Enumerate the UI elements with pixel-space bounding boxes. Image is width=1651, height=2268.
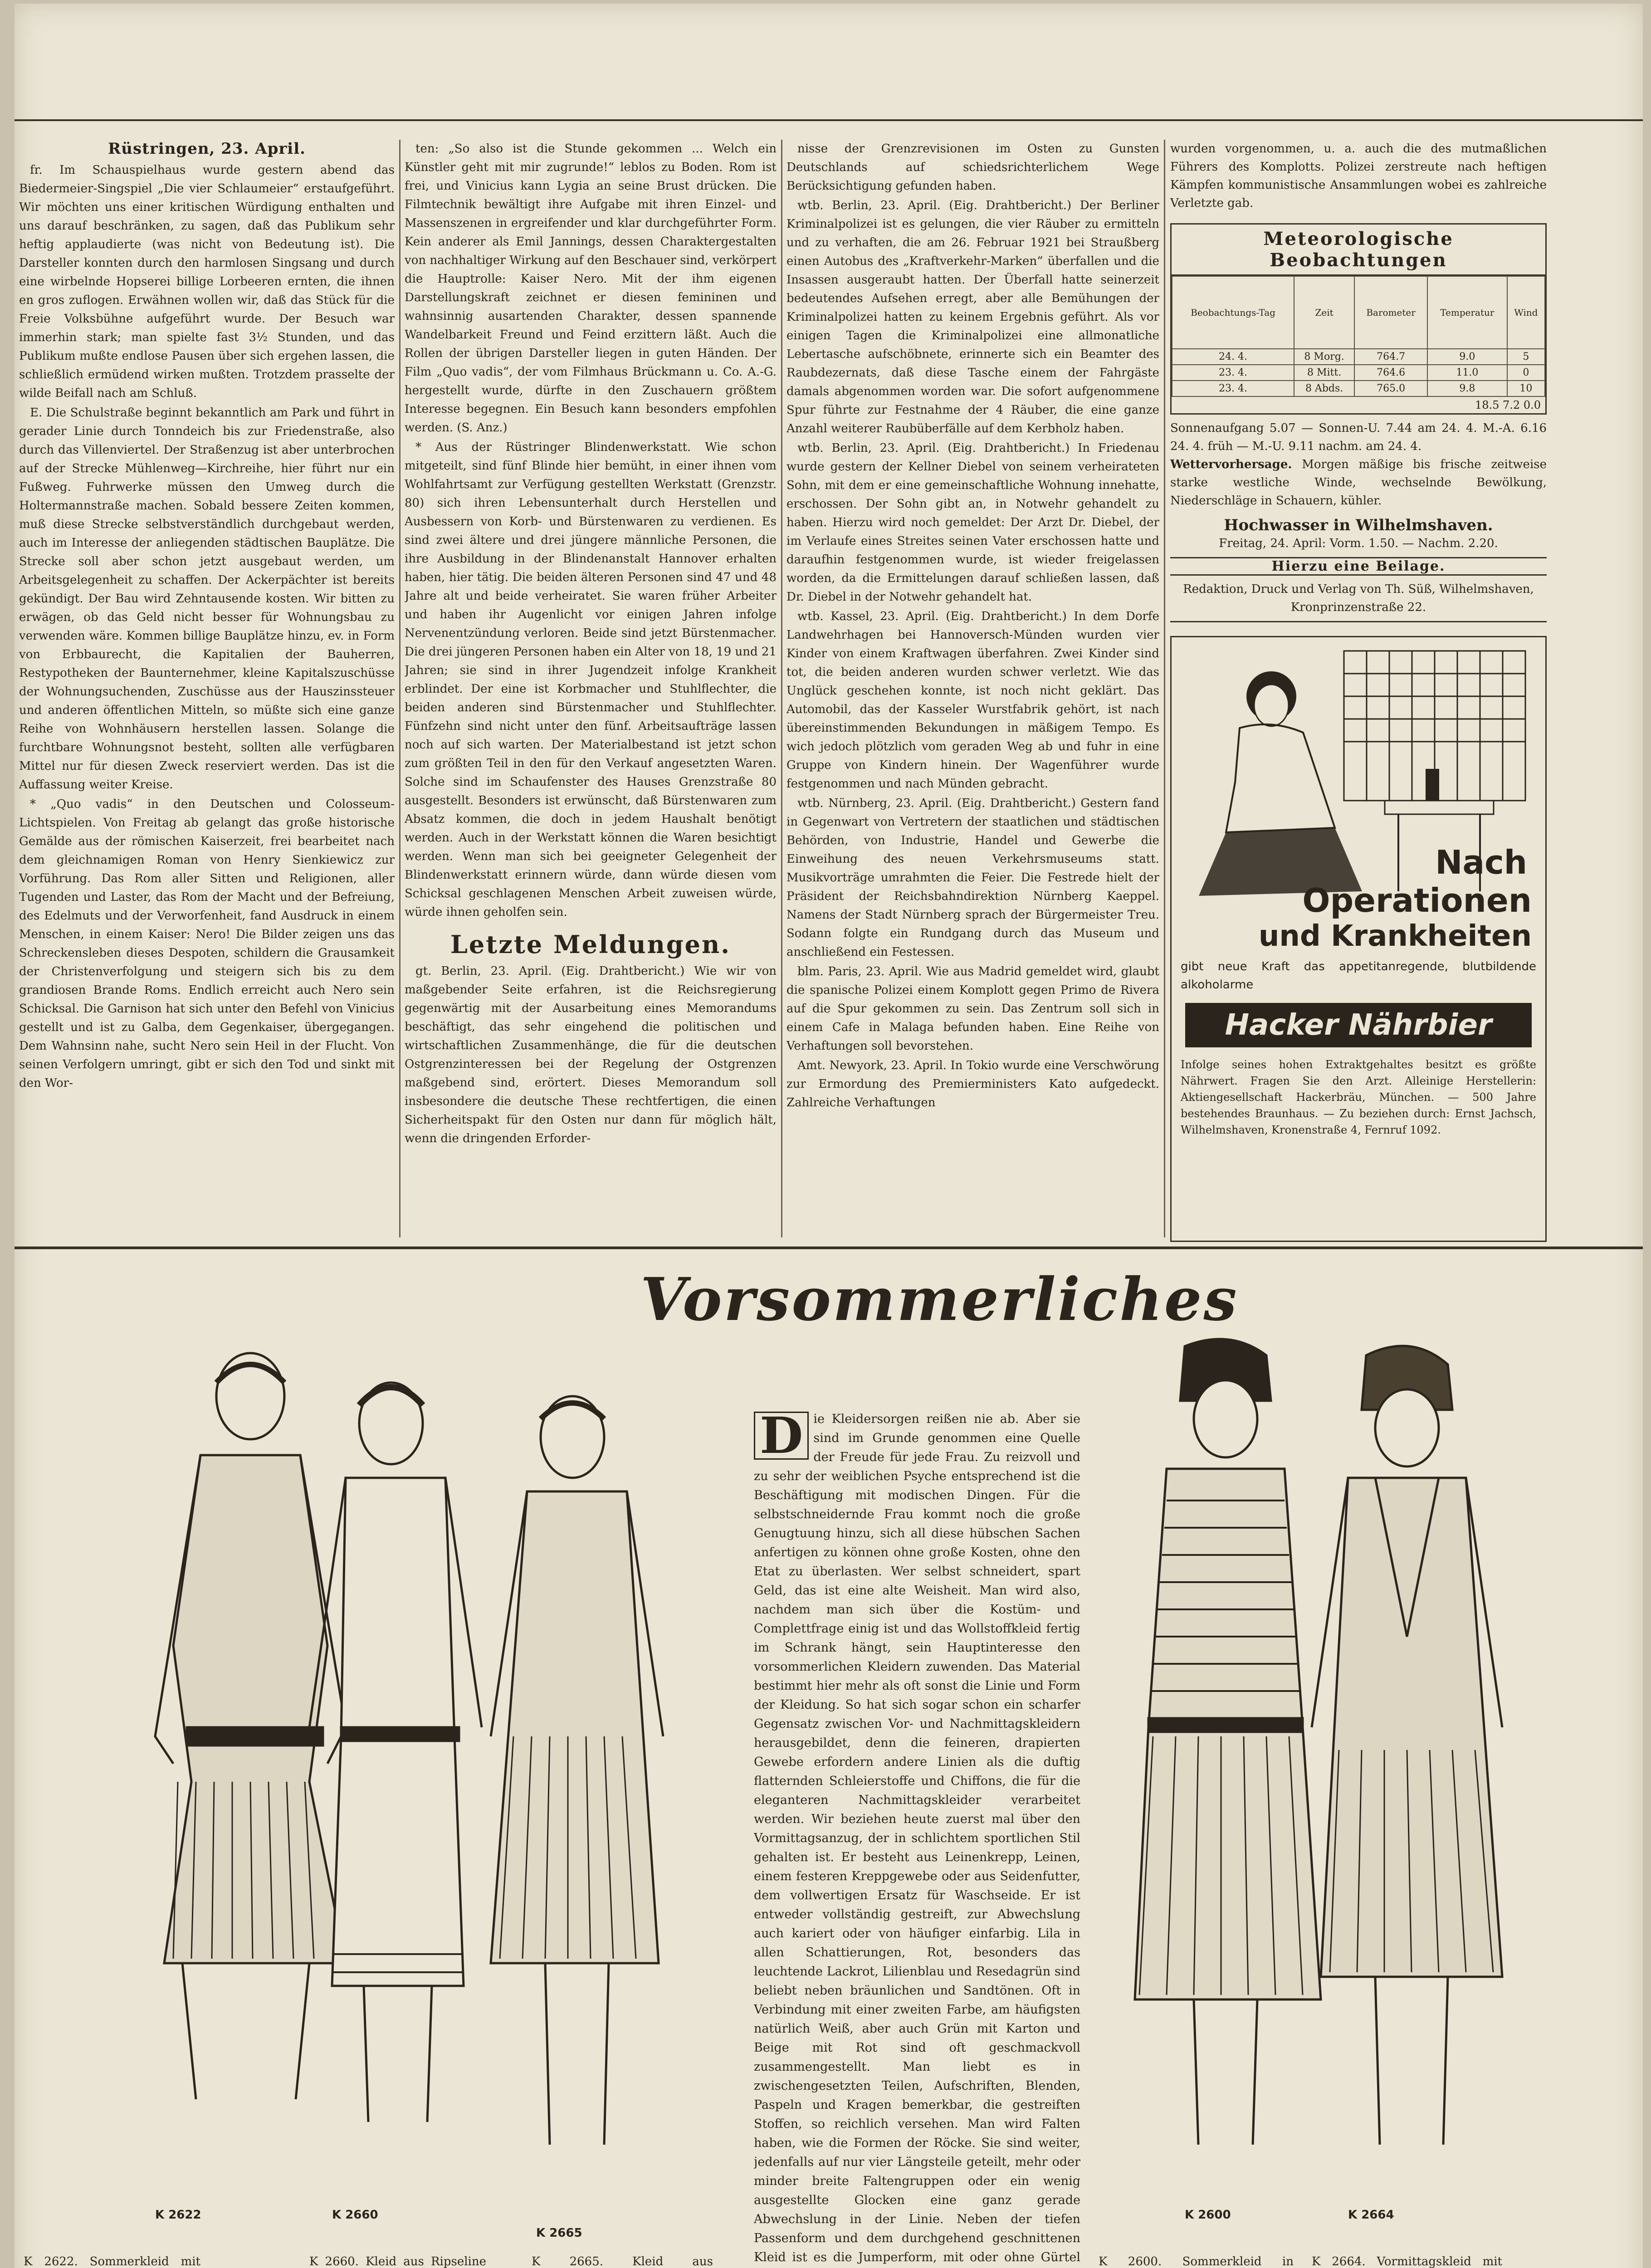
caption-k2665: K 2665. Kleid aus	[532, 2255, 713, 2268]
news-item: wtb. Nürnberg, 23. April. (Eig. Drahtbericht.) Gestern fand in Gegenwart von Vertretern der staatlichen und städtischen Behörden, von Industrie, Handel und Gewerbe die Einweihung des neuen Verkehrsmuseums statt. Musikvorträge umrahmten die Feier. Die Festrede hielt der Präsident der Reichsbahndirektion Nürnberg Kaeppel. Namens der Stadt Nürnberg sprach der Bürgermeister Treu. Sodann folgte ein Rundgang durch das Museum und anschließend ein Festessen.	[786, 797, 1159, 959]
weather-header: Temperatur	[1427, 276, 1507, 349]
model-label: K 2665	[536, 2226, 582, 2240]
cell: 23. 4.	[1172, 381, 1294, 396]
cell: 11.0	[1427, 365, 1507, 381]
model-label: K 2664	[1348, 2208, 1394, 2222]
model-label: K 2600	[1185, 2208, 1231, 2222]
ad-line-nach: Nach	[1435, 843, 1527, 881]
cell: 23. 4.	[1172, 365, 1294, 381]
weather-table	[1172, 276, 1545, 397]
ad-line-krankheiten: und Krankheiten	[1258, 919, 1532, 953]
caption-k2600: K 2600. Sommerkleid in	[1099, 2255, 1294, 2268]
ad-line-operationen: Operationen	[1302, 881, 1532, 919]
tide-title: Hochwasser in Wilhelmshaven.	[1224, 516, 1493, 534]
cell: 9.0	[1427, 349, 1507, 365]
news-item: blm. Paris, 23. April. Wie aus Madrid gemeldet wird, glaubt die spanische Polizei einem Komplott gegen Primo de Rivera auf die Spur gekommen zu sein. Das Zentrum soll sich in einem Cafe in Malaga befunden haben. Eine Reihe von Verhaftungen soll bevorstehen.	[786, 965, 1159, 1053]
cell: 8 Mitt.	[1294, 365, 1354, 381]
weather-extra: 18.5 7.2 0.0	[1475, 399, 1541, 411]
caption-k2660: K 2660. Kleid aus Ripseline	[309, 2255, 486, 2268]
section-rule	[15, 1246, 1643, 1249]
news-item: wtb. Kassel, 23. April. (Eig. Drahtbericht.) In dem Dorfe Landwehrhagen bei Hannoversch-Münden wurden vier Kinder von einem Kraftwagen überfahren. Zwei Kinder sind tot, die beiden anderen wurden schwer verletzt. Wie das Unglück geschehen konnte, ist noch nicht geklärt. Das Automobil, das der Kasseler Wurstfabrik gehört, ist nach übereinstimmenden Bekundungen in mäßigem Tempo. Es wich jedoch plötzlich vom geraden Weg ab und fuhr in eine Gruppe von Kindern hinein. Der Wagenführer wurde festgenommen und nach Münden gebracht.	[786, 610, 1159, 791]
caption-k2664: K 2664. Vormittagskleid mit	[1312, 2255, 1502, 2268]
cell: 24. 4.	[1172, 349, 1294, 365]
cell: 5	[1507, 349, 1545, 365]
article-quo-vadis: * „Quo vadis“ in den Deutschen und Colosseum-Lichtspielen. Von Freitag ab gelangt das große historische Gemälde aus der römischen Kaiserzeit, frei bearbeitet nach dem gleichnamigen Roman von Henry Sienkiewicz zur Vorführung. Das Rom aller Sitten und Religionen, aller Tugenden und Laster, das Rom der Macht und der Befreiung, des Edelmuts und der Verworfenheit, fand Ausdruck in einem Menschen, in einem Kaiser: Nero! Die Bilder zeigen uns das Schreckensleben dieses Despoten, schildern die Grausamkeit der Christenverfolgung und steigern sich bis zu dem grandiosen Brande Roms. Endlich erreicht auch Nero sein Schicksal. Die Garnison hat sich unter den Befehl von Vinicius gestellt und ist zu Galba, dem Gegenkaiser, übergegangen. Dem Wahnsinn nahe, sucht Nero sein Heil in der Flucht. Von seinen Verfolgern umringt, gibt er sich den Tod und sinkt mit den Wor-	[19, 797, 395, 1090]
weather-row	[1172, 381, 1545, 396]
cell: 764.7	[1354, 349, 1427, 365]
news-item: wtb. Berlin, 23. April. (Eig. Drahtbericht.) Der Berliner Kriminalpolizei ist es gelungen, die vier Räuber zu ermitteln und zu verhaften, die am 26. Februar 1921 bei Straußberg einen Autobus des „Kraftverkehr-Marken“ überfallen und die Insassen ausgeraubt hatten. Der Überfall hatte seinerzeit bedeutendes Aufsehen erregt, aber alle Bemühungen der Kriminalpolizei hatten zu keinem Ergebnis geführt. Als vor einigen Tagen die Kriminalpolizei eine allmonatliche Lebertasche aufschöbnete, erinnerte sich ein Beamter des Raubdezernats, daß diese Tasche einem der Fahrgäste damals abgenommen worden war. Die sofort aufgenommene Spur führte zur Festnahme der 4 Räuber, die eine ganze Anzahl weiterer Raubüberfälle auf dem Kerbholz haben.	[786, 199, 1159, 435]
weather-box	[1170, 223, 1547, 415]
top-rule	[15, 119, 1643, 121]
weather-row	[1172, 365, 1545, 381]
weather-header: Barometer	[1354, 276, 1427, 349]
cell: 8 Morg.	[1294, 349, 1354, 365]
latest-news-headline: Letzte Meldungen.	[450, 930, 731, 959]
cell: 765.0	[1354, 381, 1427, 396]
article-quo-vadis-cont: ten: „So also ist die Stunde gekommen ... Welch ein Künstler geht mit mir zugrunde!“ leblos zu Boden. Rom ist frei, und Vinicius kann Lygia an seine Brust drücken. Die Filmtechnik bewältigt ihre Aufgabe mit ihren Einzel- und Massenszenen in ergreifender und klar durchgeführter Form. Kein anderer als Emil Jannings, dessen Charaktergestalten von nachhaltiger Wirkung auf den Beschauer sind, verkörpert die Hauptrolle: Kaiser Nero. Mit der ihm eigenen Darstellungskraft zeichnet er diesen femininen und wahnsinnig ausartenden Charakter, dessen spannende Wandelbarkeit Freund und Feind erzittern läßt. Auch die Rollen der übrigen Darsteller liegen in guten Händen. Der Film „Quo vadis“, der vom Filmhaus Brückmann u. Co. A.-G. hergestellt wurde, dürfte in den Zuschauern größtem Interesse begegnen. Ein Besuch kann besonders empfohlen werden. (S. Anz.)	[405, 142, 777, 435]
cell: 764.6	[1354, 365, 1427, 381]
forecast-text: Morgen mäßige bis frische zeitweise starke westliche Winde, wechselnde Bewölkung, Niederschläge in Schauern, kühler.	[1170, 458, 1547, 508]
tide-times: Freitag, 24. April: Vorm. 1.50. — Nachm. 2.20.	[1219, 537, 1498, 550]
sun-moon: Sonnenaufgang 5.07 — Sonnen-U. 7.44 am 24. 4. M.-A. 6.16 24. 4. früh — M.-U. 9.11 nachm. am 24. 4.	[1170, 421, 1547, 453]
forecast-label: Wettervorhersage.	[1170, 458, 1292, 471]
column-divider	[399, 140, 401, 1237]
column-divider	[781, 140, 782, 1237]
news-berlin-memorandum: gt. Berlin, 23. April. (Eig. Drahtbericht.) Wie wir von maßgebender Seite erfahren, ist die Reichsregierung gegenwärtig mit der Ausarbeitung eines Memorandums beschäftigt, das sehr eingehend die politischen und wirtschaftlichen Zusammenhänge, die für die deutschen Ostgrenzinteressen bei der Regelung der Ostgrenzen maßgebend sind, erörtert. Dieses Memorandum soll insbesondere die deutsche These rechtfertigen, die einen Sicherheitspakt für den Osten nur dann für möglich hält, wenn die dringenden Erforder-	[405, 964, 777, 1145]
supplement-note: Hierzu eine Beilage.	[1170, 557, 1547, 576]
imprint: Redaktion, Druck und Verlag von Th. Süß, Wilhelmshaven, Kronprinzenstraße 22.	[1170, 580, 1547, 622]
model-label: K 2622	[155, 2208, 201, 2222]
fashion-title: Vorsommerliches	[640, 1265, 1239, 1334]
weather-header: Zeit	[1294, 276, 1354, 349]
forecast	[1170, 455, 1547, 510]
column-local-news-cont	[405, 140, 777, 1233]
article-blindenwerkstatt: * Aus der Rüstringer Blindenwerkstatt. Wie schon mitgeteilt, sind fünf Blinde hier bemüht, in einer ihnen vom Wohlfahrtsamt zur Verfügung gestellten Werkstatt (Grenzstr. 80) sich ihren Lebensunterhalt durch Herstellen und Ausbessern von Korb- und Bürstenwaren zu verdienen. Es sind zwei ältere und drei jüngere männliche Personen, die ihre Ausbildung in der Blindenanstalt Hannover erhalten haben, hier tätig. Die beiden älteren Personen sind 47 und 48 Jahre alt und beide verheiratet. Sie waren früher Arbeiter und haben ihr Augenlicht vor einigen Jahren infolge Nervenentzündung verloren. Beide sind jetzt Bürstenmacher. Die drei jüngeren Personen haben ein Alter von 18, 19 und 21 Jahren; sie sind in ihrer Jugendzeit infolge Krankheit erblindet. Der eine ist Korbmacher und Stuhlflechter, die beiden anderen sind Bürstenmacher und Stuhlflechter. Fünfzehn sind nicht unter den fünf. Arbeitsaufträge lassen noch auf sich warten. Der Materialbestand ist jetzt schon zum größten Teil in den für den Verkauf angesetzten Waren. Solche sind im Schaufenster des Hauses Grenzstraße 80 ausgestellt. Besonders ist erwünscht, daß Bürstenwaren zum Absatz kommen, die doch in jedem Haushalt benötigt werden. Auch in der Werkstatt können die Waren besichtigt werden. Wenn man sich bei geeigneter Gelegenheit der Blindenwerkstatt erinnern würde, dann würde diesen vom Schicksal geschlagenen Menschen Arbeit zuweisen würde, würde ihnen geholfen sein.	[405, 440, 777, 919]
column-local-news	[19, 140, 395, 1233]
news-item: Amt. Newyork, 23. April. In Tokio wurde eine Verschwörung zur Ermordung des Premierministers Kato aufgedeckt. Zahlreiche Verhaftungen	[786, 1059, 1159, 1110]
article-schauspielhaus: fr. Im Schauspielhaus wurde gestern abend das Biedermeier-Singspiel „Die vier Schlaumeier“ erstaufgeführt. Wir möchten uns einer kritischen Würdigung enthalten und uns darauf beschränken, zu sagen, daß das Publikum sehr heftig applaudierte (was nicht von Bedeutung ist). Die Darsteller konnten durch den harmlosen Singsang und durch eine wirbelnde Hopserei billige Lorbeeren ernten, die ihnen en gros zuflogen. Erwähnen wollen wir, daß das Stück für die Freie Volksbühne aufgeführt wurde. Der Besuch war immerhin stark; man spielte fast 3½ Stunden, und das Publikum mußte endlose Pausen über sich ergehen lassen, die schließlich ermüdend wirken mußten. Trotzdem prasselte der wilde Beifall nach am Schluß.	[19, 163, 395, 400]
fashion-illustration-right	[1094, 1319, 1548, 2190]
ad-subtext: gibt neue Kraft das appetitanregende, blutbildende alkoholarme	[1181, 960, 1536, 992]
fashion-article-text: ie Kleidersorgen reißen nie ab. Aber sie sind im Grunde genommen eine Quelle der Freude für jede Frau. Zu reizvoll und zu sehr der weiblichen Psyche entsprechend ist die Beschäftigung mit modischen Dingen. Für die selbstschneidernde Frau kommt noch die große Genugtuung hinzu, sich all diese hübschen Sachen anfertigen zu können ohne große Kosten, ohne den Etat zu überlasten. Wer selbst schneidert, spart Geld, das ist eine alte Weisheit. Man wird also, nachdem man sich über die Kostüm- und Complettfrage einig ist und das Wollstoffkleid fertig im Schrank hängt, sein Hauptinteresse den vorsommerlichen Kleidern zuwenden. Das Material bestimmt hier mehr als oft sonst die Linie und Form der Kleidung. So hat sich sogar schon ein scharfer Gegensatz zwischen Vor- und Nachmittagskleidern herausgebildet, denn die feineren, drapierten Gewebe erfordern andere Linien als die duftig flatternden Schleierstoffe und Chiffons, die für die eleganteren Nachmittagskleider verarbeitet werden. Wir beziehen heute zuerst mal über den Vormittagsanzug, der in schlichtem sportlichen Stil gehalten ist. Er besteht aus Leinenkrepp, Leinen, einem festeren Kreppgewebe oder aus Seidenfutter, dem vollwertigen Ersatz für Waschseide. Er ist entweder vollständig gestreift, zur Abwechslung auch kariert oder von häufiger einfarbig. Lila in allen Schattierungen, Rot, besonders das leuchtende Lackrot, Lilienblau und Resedagrün sind beliebt neben bräunlichen und Sandtönen. Oft in Verbindung mit einer zweiten Farbe, am häufigsten natürlich Weiß, aber auch Grün mit Karton und Beige mit Rot sind oft geschmackvoll zusammengestellt. Man liebt es in zwischengesetzten Teilen, Aufschriften, Blenden, Paspeln und Kragen bemerkbar, die gestreiften Stoffen, so reichlich versehen. Man wird Falten haben, wie die Formen der Röcke. Sie sind weiter, jedenfalls auf nur vier Längsteile geteilt, mehr oder minder breite Faltengruppen oder ein wenig ausgestellte Glocken eine ganz gerade Abwechslung in der Linie. Neben der tiefen Passenform und dem durchgehend geschnittenen Kleid ist es die Jumperform, mit oder ohne Gürtel	[754, 1412, 1080, 2264]
cell: 8 Abds.	[1294, 381, 1354, 396]
weather-row	[1172, 349, 1545, 365]
news-item: nisse der Grenzrevisionen im Osten zu Gunsten Deutschlands auf schiedsrichterlichem Wege Berücksichtigung gefunden haben.	[786, 142, 1159, 193]
cell: 0	[1507, 365, 1545, 381]
cell: 9.8	[1427, 381, 1507, 396]
caption-k2622: K 2622. Sommerkleid mit	[24, 2255, 200, 2268]
ad-brand: Hacker Nährbier	[1185, 1003, 1532, 1047]
news-tail: wurden vorgenommen, u. a. auch die des mutmaßlichen Führers des Komplotts. Polizei zerstreute nach heftigen Kämpfen kommunistische Ansammlungen wobei es zahlreiche Verletzte gab.	[1170, 142, 1547, 210]
column-telegrams	[786, 140, 1159, 1233]
cell: 10	[1507, 381, 1545, 396]
fashion-article	[754, 1410, 1080, 2268]
ad-fineprint: Infolge seines hohen Extraktgehaltes besitzt es größte Nährwert. Fragen Sie den Arzt. Alleinige Herstellerin: Aktiengesellschaft Hackerbräu, München. — 500 Jahre bestehendes Braunhaus. — Zu beziehen durch: Ernst Jachsch, Wilhelmshaven, Kronenstraße 4, Fernruf 1092.	[1181, 1058, 1536, 1136]
column-divider	[1164, 140, 1165, 1237]
weather-header: Wind	[1507, 276, 1545, 349]
weather-header: Beobachtungs-Tag	[1172, 276, 1294, 349]
fashion-illustration-left	[137, 1328, 695, 2190]
news-item: wtb. Berlin, 23. April. (Eig. Drahtbericht.) In Friedenau wurde gestern der Kellner Diebel von seinem verheirateten Sohn, mit dem er eine gemeinschaftliche Wohnung innehatte, erschossen. Der Sohn gibt an, in Notwehr gehandelt zu haben. Hierzu wird noch gemeldet: Der Arzt Dr. Diebel, der im Verlaufe eines Streites seinen Vater erschossen hatte und daraufhin festgenommen wurde, ist wieder freigelassen worden, da die Ermittelungen darauf schließen lassen, daß Dr. Diebel in der Notwehr gehandelt hat.	[786, 441, 1159, 604]
newspaper-page	[15, 4, 1643, 2268]
model-label: K 2660	[332, 2208, 378, 2222]
local-heading: Rüstringen, 23. April.	[108, 140, 306, 158]
drop-cap: D	[754, 1412, 809, 1460]
naehrbier-ad	[1170, 636, 1547, 1242]
article-schulstrasse: E. Die Schulstraße beginnt bekanntlich am Park und führt in gerader Linie durch Tonndeich bis zur Friedenstraße, also durch das Villenviertel. Der Straßenzug ist aber unterbrochen auf der Strecke Mühlenweg—Kirchreihe, hier führt nur ein Fußweg. Fuhrwerke müssen den Umweg durch die Holtermannstraße machen. Sobald bessere Zeiten kommen, muß diese Strecke selbstverständlich durchgebaut werden, auch im Interesse der anliegenden städtischen Bauplätze. Die Strecke soll aber schon jetzt ausgebaut werden, um Arbeitsgelegenheit zu schaffen. Der Ackerpächter ist bereits gekündigt. Der Bau wird Zehntausende kosten. Wir bitten zu erwägen, ob das Geld nicht besser für Wohnungsbau zu verwenden wäre. Kommen billige Bauplätze hinzu, ev. in Form von Erbbaurecht, die Kapitalien der Bauherren, Restypotheken der Baunternehmer, kleine Kapitalszuschüsse der Wohnungsuchenden, Zuschüsse aus der Hauszinssteuer und anderen öffentlichen Mitteln, so müßte sich eine ganze Reihe von Wohnhäusern herstellen lassen. Solange die furchtbare Wohnungsnot besteht, sollten alle verfügbaren Mittel nur für diesen Zweck reserviert werden. Das ist die Auffassung weiter Kreise.	[19, 406, 395, 792]
weather-title: Meteorologische Beobachtungen	[1172, 225, 1545, 276]
column-service	[1170, 140, 1547, 1237]
